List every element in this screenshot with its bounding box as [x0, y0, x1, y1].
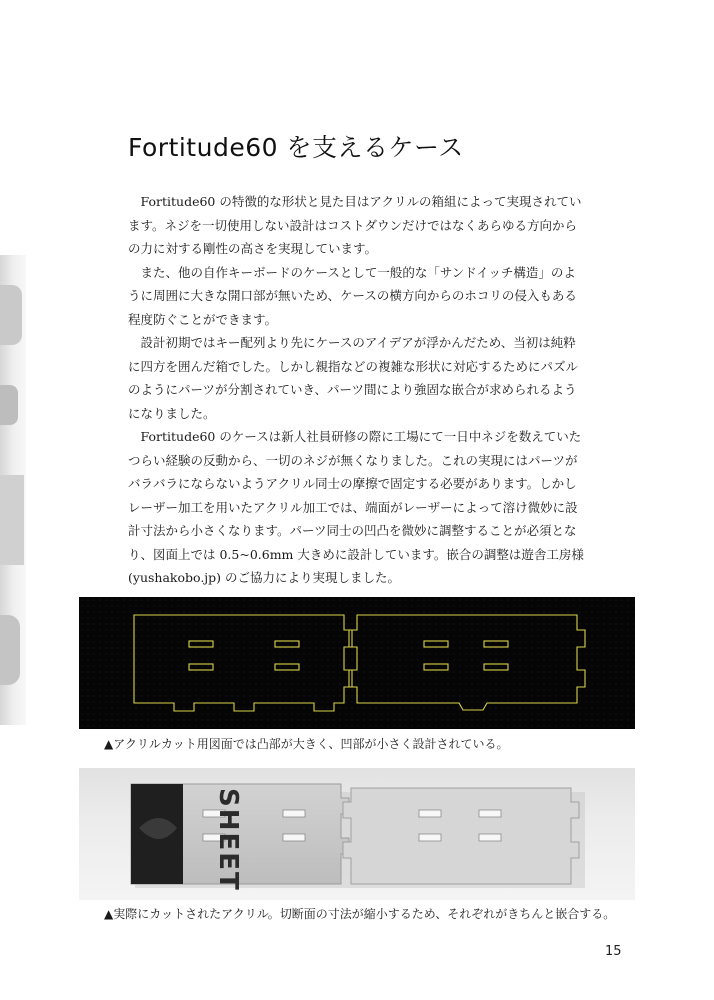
paragraph: Fortitude60 のケースは新人社員研修の際に工場にて一日中ネジを数えていたつらい経験の反動から、一切のネジが無くなりました。これの実現にはパーツがバラバラにならないようアクリル同士の摩擦で固定する必要があります。しかしレーザー加工を用いたアクリル加工では、端面がレーザーによって溶け微妙に設計寸法から小さくなります。パーツ同士の凹凸を微妙に調整することが必須となり、図面上では 0.5~0.6mm 大きめに設計しています。嵌合の調整は遊舎工房様 (yushakobo.jp) のご協力により実現しました。 [128, 429, 584, 585]
photo-slot [283, 810, 305, 817]
drawing-caption: ▲アクリルカット用図面では凸部が大きく、凹部が小さく設計されている。 [104, 737, 509, 751]
photo-slot [479, 810, 501, 817]
left-slot [275, 641, 299, 647]
photo-slot [479, 834, 501, 841]
paragraph: また、他の自作キーボードのケースとして一般的な「サンドイッチ構造」のように周囲に大きな開口部が無いため、ケースの横方向からのホコリの侵入もある程度防ぐことができます。 [128, 264, 577, 327]
page-title: Fortitude60 を支えるケース [128, 133, 464, 162]
photo-slot [283, 834, 305, 841]
cad-drawing-figure [79, 597, 635, 729]
right-slot [424, 664, 448, 670]
cad-outline-drawing [79, 597, 635, 729]
left-slot [189, 641, 213, 647]
right-slot [484, 641, 508, 647]
paragraph: 設計初期ではキー配列より先にケースのアイデアが浮かんだため、当初は純粋に四方を囲んだ箱でした。しかし親指などの複雑な形状に対応するためにパズルのようにパーツが分割されていき、パーツ間により強固な嵌合が求められるようになりました。 [128, 335, 579, 421]
photo-fragment [0, 285, 22, 345]
cad-outline-lines [134, 615, 585, 711]
photo-fragment [0, 475, 24, 565]
left-panel-outline [134, 615, 352, 711]
left-slot [189, 664, 213, 670]
photo-slot [419, 810, 441, 817]
acrylic-photo-figure [79, 768, 635, 900]
page-number: 15 [605, 944, 622, 959]
left-edge-photo-strip [0, 255, 26, 725]
photo-caption: ▲実際にカットされたアクリル。切断面の寸法が縮小するため、それぞれがきちんと嵌合する。 [104, 907, 616, 921]
photo-fragment [0, 615, 20, 685]
right-slot [484, 664, 508, 670]
photo-fragment [0, 385, 18, 425]
paragraph: Fortitude60 の特徴的な形状と見た目はアクリルの箱組によって実現されています。ネジを一切使用しない設計はコストダウンだけではなくあらゆる方向からの力に対する剛性の高さを実現しています。 [128, 194, 582, 256]
right-panel-outline [349, 615, 585, 710]
photo-slot [419, 834, 441, 841]
article-body [128, 190, 588, 590]
left-slot [275, 664, 299, 670]
acrylic-parts-photo [79, 768, 635, 900]
right-slot [424, 641, 448, 647]
right-acrylic-part [343, 788, 579, 884]
sheet-label: SHEET [213, 788, 243, 892]
